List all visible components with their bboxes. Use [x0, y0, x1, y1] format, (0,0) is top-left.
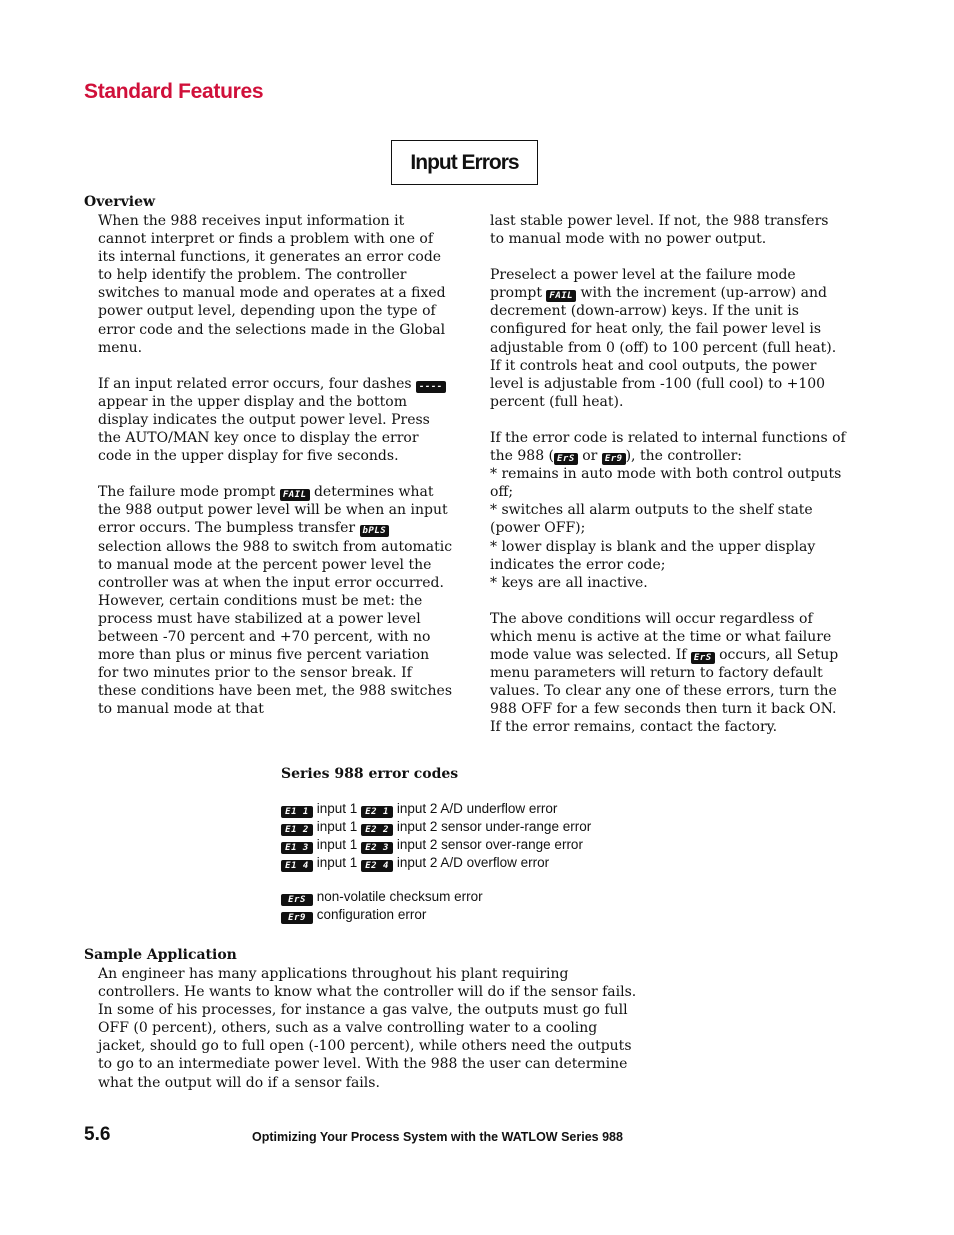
error-code-row: [281, 800, 591, 818]
text: selection allows the 988 to switch from automatic to manual mode at the percent power level the controller was at when the input error occurred. However, certain conditions must be met: the process must have stabilized at a power level between -70 percent and +70 percent, with no more than plus or minus five percent variation for two minutes prior to the sensor break. If these conditions have been met, the 988 switches to manual mode at that: [98, 538, 453, 718]
error-code: E1 1: [281, 806, 313, 818]
text: The above conditions will occur regardless of which menu is active at the time or what failure mode value was selected. If: [490, 610, 832, 663]
text: If the error code is related to internal functions of the 988 (: [490, 429, 846, 465]
error-code: Er9: [281, 912, 313, 924]
text: Preselect a power level at the failure mode prompt: [490, 267, 796, 302]
error-code-row: [281, 854, 591, 872]
system-error-row: [281, 888, 591, 906]
error-code: ErS: [281, 894, 313, 906]
bullet-list: [490, 465, 846, 592]
ers-display-code: ErS: [554, 453, 578, 465]
bullet-item: * switches all alarm outputs to the shelf state (power OFF);: [490, 502, 813, 537]
error-code: E2 4: [361, 860, 393, 872]
error-code: E1 2: [281, 824, 313, 836]
error-code: E1 3: [281, 842, 313, 854]
section-title: Standard Features: [84, 80, 264, 103]
er9-display-code: Er9: [602, 453, 626, 465]
overview-right-column: [490, 212, 846, 754]
system-error-row: [281, 906, 591, 924]
page-title: Input Errors: [391, 140, 538, 185]
error-label: input 2 A/D overflow error: [396, 855, 550, 870]
bullet-item: * lower display is blank and the upper display indicates the error code;: [490, 538, 816, 573]
sample-application-heading: Sample Application: [84, 947, 237, 963]
error-code: E2 2: [361, 824, 393, 836]
right-paragraph-3: [490, 429, 846, 465]
error-codes-heading: Series 988 error codes: [281, 766, 459, 782]
error-label: input 1: [316, 819, 358, 834]
text: with the increment (up-arrow) and decrement (down-arrow) keys. If the unit is configured for heat only, the fail power level is adjustable from 0 (off) to 100 percent (full heat). If it controls heat and cool outputs, the power level is adjustable from -100 (full cool) to +100 percent (full heat).: [490, 285, 837, 410]
fail-display-code: FAIL: [546, 290, 576, 302]
error-label: configuration error: [316, 907, 427, 922]
error-code: E2 1: [361, 806, 393, 818]
error-code-row: [281, 836, 591, 854]
text: If an input related error occurs, four dashes: [98, 375, 412, 392]
bullet-item: * keys are all inactive.: [490, 574, 648, 591]
error-label: input 2 sensor over-range error: [396, 837, 583, 852]
right-paragraph-1: last stable power level. If not, the 988 transfers to manual mode with no power output.: [490, 213, 829, 248]
right-paragraph-4: [490, 610, 846, 737]
ers-display-code: ErS: [691, 652, 715, 664]
text: determines what the 988 output power level will be when an input error occurs. The bumpless transfer: [98, 484, 448, 537]
error-label: input 1: [316, 855, 358, 870]
bullet-item: * remains in auto mode with both control outputs off;: [490, 466, 842, 501]
overview-left-column: [98, 212, 453, 736]
error-code: E2 3: [361, 842, 393, 854]
page-number: 5.6: [84, 1124, 111, 1145]
sample-application-text: An engineer has many applications throughout his plant requiring controllers. He wants to know what the controller will do if the sensor fails. In some of his processes, for instance a gas valve, the outputs must go full OFF (0 percent), others, such as a valve controlling water to a cooling jacket, should go to full open (-100 percent), while others need the outputs to go to an intermediate power level. With the 988 the user can determine what the output will do if a sensor fails.: [98, 966, 637, 1091]
overview-heading: Overview: [84, 194, 156, 210]
dashes-display-code: ----: [416, 381, 446, 393]
bpls-display-code: bPLS: [360, 525, 390, 537]
text: appear in the upper display and the bottom display indicates the output power level. Press the AUTO/MAN key once to display the error code in the upper display for five seconds.: [98, 393, 430, 465]
text: occurs, all Setup menu parameters will return to factory default values. To clear any one of these errors, turn the 988 OFF for a few seconds then turn it back ON. If the error remains, contact the factory.: [490, 646, 839, 736]
fail-display-code: FAIL: [280, 489, 310, 501]
error-code-row: [281, 818, 591, 836]
overview-paragraph-2: [98, 375, 453, 465]
text: The failure mode prompt: [98, 484, 276, 501]
text: or: [582, 448, 598, 465]
error-label: input 2 A/D underflow error: [396, 801, 558, 816]
right-paragraph-2: [490, 266, 846, 411]
error-label: input 1: [316, 837, 358, 852]
overview-paragraph-1: When the 988 receives input information it cannot interpret or finds a problem with one of its internal functions, it generates an error code to help identify the problem. The controller switches to manual mode and operates at a fixed power output level, depending upon the type of error code and the selections made in the Global menu.: [98, 213, 446, 356]
error-label: input 2 sensor under-range error: [396, 819, 592, 834]
overview-paragraph-3: [98, 483, 453, 718]
error-code: E1 4: [281, 860, 313, 872]
error-label: input 1: [316, 801, 358, 816]
error-codes-list: [281, 800, 591, 924]
footer-text: Optimizing Your Process System with the WATLOW Series 988: [252, 1130, 623, 1144]
error-label: non-volatile checksum error: [316, 889, 483, 904]
text: ), the controller:: [625, 448, 743, 465]
